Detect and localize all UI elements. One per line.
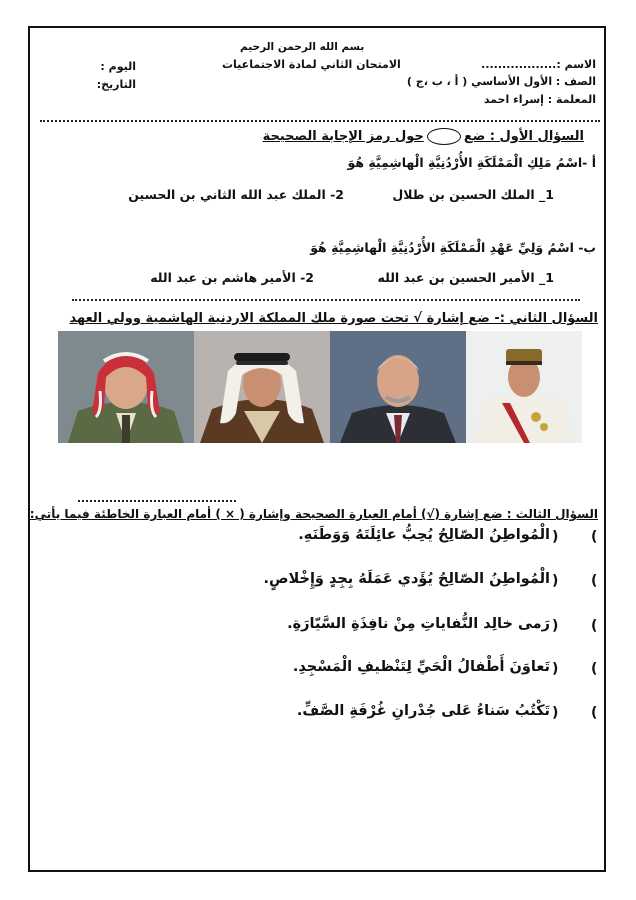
date-label: التاريخ: [96, 78, 136, 91]
photo-crown-prince[interactable] [58, 331, 194, 443]
q1-a-stem: أ -اسْمُ مَلِكِ الْمَمْلَكَةِ الأُرْدُنِيَّةِ الْهاشِمِيَّةِ هُوَ [347, 155, 596, 170]
statement-text: تَعاوَنَ أَطْفالُ الْحَيِّ لِتَنْظيفِ الْمَسْجِدِ. [292, 659, 550, 675]
answer-paren-open: ( [591, 661, 598, 677]
exam-title: الامتحان الثاني لمادة الاجتماعيات [222, 58, 401, 71]
answer-slot[interactable]: ) [552, 529, 559, 545]
q1-title-post: حول رمز الإجابة الصحيحة [262, 129, 424, 144]
answer-slot[interactable]: ) [552, 705, 559, 721]
name-label: الاسم : [556, 58, 596, 71]
q3-divider [78, 500, 236, 502]
q1-divider [72, 299, 580, 301]
king-abdullah-portrait-icon [330, 331, 466, 443]
answer-slot[interactable]: ) [552, 618, 559, 634]
q1-b-stem: ب- اسْمُ وَلِيِّ عَهْدِ الْمَمْلَكَةِ الأُرْدُنِيَّةِ الْهاشِمِيَّةِ هُوَ [310, 240, 596, 255]
answer-paren-open: ( [591, 573, 598, 589]
q3-title: السؤال الثالث : ضع إشارة (√) أمام العبارة الصحيحة وإشارة ( × ) أمام العبارة الخاطئة فيما يأتي: [29, 507, 598, 521]
answer-paren-open: ( [591, 529, 598, 545]
statement-text: تَكْتُبُ سَناءُ عَلى جُدْرانِ غُرْفَةِ الصَّفِّ. [296, 703, 550, 719]
answer-paren-open: ( [591, 618, 598, 634]
q1-a-option-2: 2- الملك عبد الله الثاني بن الحسين [128, 187, 344, 202]
oval-symbol [427, 128, 461, 145]
q1-title-pre: السؤال الأول : ضع [463, 129, 584, 144]
statement-text: الْمُواطِنُ الصّالِحُ يُؤَدي عَمَلَهُ بِجِدٍ وَإِخْلاصٍ. [263, 571, 550, 587]
crown-prince-portrait-icon [58, 331, 194, 443]
q1-title [263, 128, 584, 145]
page-frame [28, 26, 606, 872]
photo-king-hussein-young[interactable] [194, 331, 330, 443]
answer-slot[interactable]: ) [552, 573, 559, 589]
header-divider [40, 120, 600, 122]
name-field [481, 58, 596, 71]
answer-slot[interactable]: ) [552, 661, 559, 677]
statement-text: رَمى خالِد النُّفاياتِ مِنْ نافِذَةِ السَّيّارَةِ. [287, 616, 550, 632]
q2-title: السؤال الثاني :- ضع إشارة √ تحت صورة ملك المملكة الاردنية الهاشمية وولي العهد [69, 311, 598, 326]
day-label: اليوم : [100, 60, 136, 73]
q1-b-option-1: 1_ الأمير الحسين بن عبد الله [377, 270, 554, 285]
teacher-label: المعلمة : إسراء احمد [483, 93, 596, 106]
answer-paren-open: ( [591, 705, 598, 721]
photo-king-hussein[interactable] [466, 331, 582, 443]
q1-a-option-1: 1_ الملك الحسين بن طلال [392, 187, 554, 202]
king-hussein-young-portrait-icon [194, 331, 330, 443]
statement-text: الْمُواطِنُ الصّالِحُ يُحِبُّ عائِلَتَهُ وَوَطَنَهِ. [298, 527, 550, 543]
photo-king-abdullah[interactable] [330, 331, 466, 443]
grade-label: الصف : الأول الأساسي ( أ ، ب ،ج ) [406, 75, 596, 88]
basmala: بسم الله الرحمن الرحيم [240, 41, 365, 53]
king-hussein-portrait-icon [466, 331, 582, 443]
q1-b-option-2: 2- الأمير هاشم بن عبد الله [150, 270, 314, 285]
name-dots: .................. [481, 58, 557, 71]
